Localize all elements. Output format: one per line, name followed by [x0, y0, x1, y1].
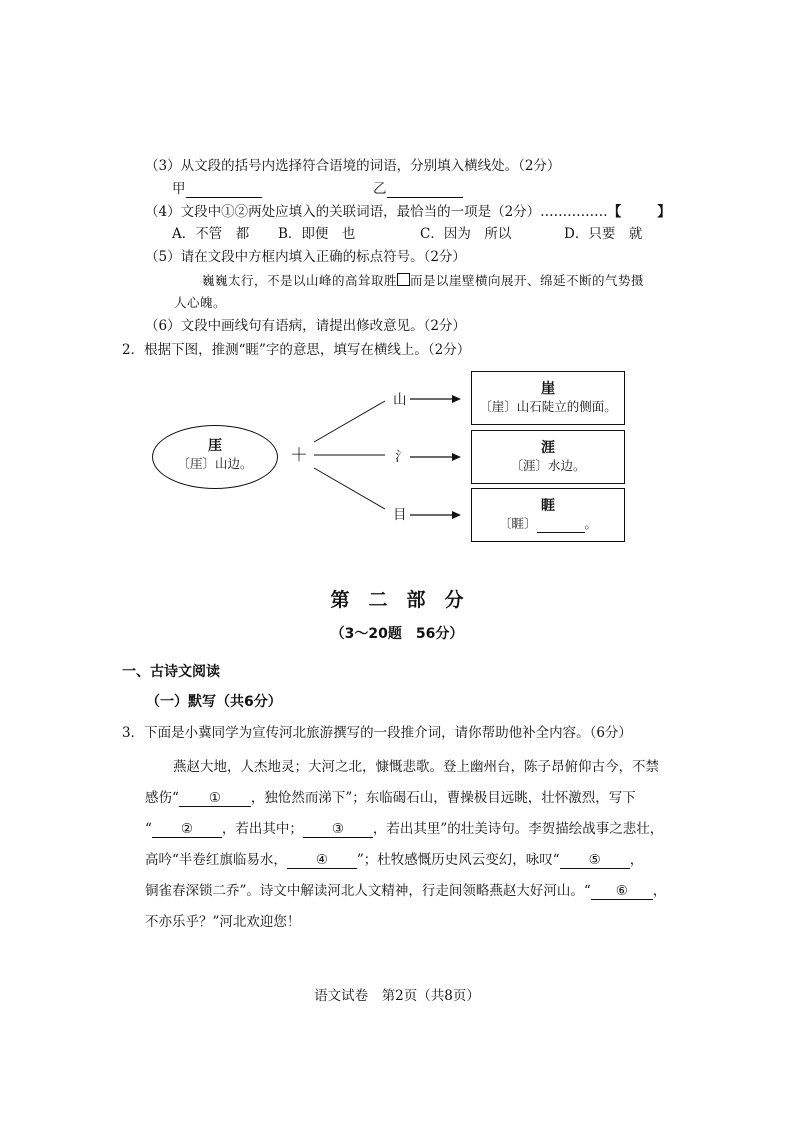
arrowhead-top	[452, 395, 461, 403]
q5-quote-line2: 人心魄。	[174, 295, 227, 310]
box-shore-char: 涯	[541, 440, 555, 456]
box-cliff-char: 崖	[541, 381, 555, 397]
q3-answer-row	[172, 179, 262, 199]
passage-5a: 铜雀春深锁二乔”。诗文中解读河北人文精神，行走间领略燕赵大好河山。“	[145, 883, 591, 899]
box-eye-corner-def-prefix: 〔睚〕	[498, 516, 537, 531]
passage-2b: ，独怆然而涕下”；东临碣石山，曹操极目远眺，壮怀激烈，写下	[250, 790, 636, 806]
plus-sign: ＋	[290, 445, 308, 466]
passage-4a: 高吟“半卷红旗临易水，	[145, 852, 287, 868]
q3-label-b: 乙	[373, 181, 387, 197]
passage-2a: 感伤“	[145, 790, 179, 806]
passage-line-1: 燕赵大地，人杰地灵；大河之北，慷慨悲歌。登上幽州台，陈子昂俯仰古今，不禁	[173, 759, 659, 775]
branch-line-bottom	[314, 468, 385, 509]
q4-question: （4）文段中①②两处应填入的关联词语，最恰当的一项是（2分）……………	[145, 204, 608, 220]
blank-4[interactable]: ④	[287, 852, 357, 869]
q3-label-a: 甲	[172, 181, 186, 197]
q3-blank-a[interactable]	[186, 181, 262, 198]
eye-corner-answer-blank[interactable]	[537, 516, 585, 533]
center-character-ellipse	[152, 425, 278, 489]
question2-text: 2．根据下图，推测“睚”字的意思，填写在横线上。（2分）	[122, 342, 471, 358]
passage-3b: ，若出其中；	[221, 821, 303, 837]
q5-text: （5）请在文段中方框内填入正确的标点符号。（2分）	[145, 249, 466, 265]
q4-option-b[interactable]: B．即便 也	[278, 226, 356, 242]
passage-line-2	[145, 783, 675, 814]
blank-2[interactable]: ②	[152, 821, 222, 838]
box-shore	[471, 430, 625, 484]
box-eye-corner-def-suffix: 。	[584, 516, 598, 531]
arrowhead-middle	[452, 453, 461, 461]
radical-mountain: 山	[393, 392, 407, 408]
page-footer: 语文试卷 第2页（共8页）	[314, 988, 480, 1004]
part2-subtitle: （3～20题 56分）	[330, 626, 464, 642]
radical-eye: 目	[393, 507, 407, 523]
passage-line-5	[145, 876, 675, 907]
box-shore-def: 〔涯〕水边。	[510, 458, 586, 473]
branch-line-top	[314, 401, 385, 442]
q4-bracket-right: 】	[657, 204, 671, 220]
q4-option-a[interactable]: A．不管 都	[172, 226, 250, 242]
box-cliff-def: 〔崖〕山石陡立的侧面。	[479, 399, 617, 414]
q3-blank-b[interactable]	[387, 181, 463, 198]
q4-bracket-left: 【	[607, 204, 622, 220]
blank-5[interactable]: ⑤	[560, 852, 630, 869]
q4-text	[145, 202, 671, 222]
question3-text: 3．下面是小冀同学为宣传河北旅游撰写的一段推介词，请你帮助他补全内容。（6分）	[122, 725, 632, 741]
box-eye-corner-char: 睚	[541, 498, 555, 514]
section1-heading: 一、古诗文阅读	[122, 664, 220, 680]
passage-line-6: 不亦乐乎？”河北欢迎您！	[145, 914, 301, 930]
section1-subheading: （一）默写（共6分）	[146, 694, 282, 710]
passage-4c: ，	[629, 852, 644, 868]
blank-1[interactable]: ①	[179, 790, 251, 807]
passage-line-3	[145, 814, 675, 845]
passage-4b: ”；杜牧感慨历史风云变幻，咏叹“	[356, 852, 560, 868]
blank-3[interactable]: ③	[303, 821, 373, 838]
box-cliff	[471, 371, 625, 425]
q3-answer-row-b	[373, 179, 463, 199]
q5-punctuation-box[interactable]	[397, 273, 410, 286]
radical-water: 氵	[395, 449, 409, 465]
box-eye-corner-def	[472, 515, 624, 533]
part2-title: 第 二 部 分	[330, 589, 464, 611]
q5-quote-before: 巍巍太行，不是以山峰的高耸取胜	[202, 273, 398, 288]
passage-5b: ，	[652, 883, 667, 899]
q4-answer-slot[interactable]	[621, 202, 657, 222]
arrowhead-bottom	[452, 511, 461, 519]
q5-quote-line1	[202, 271, 644, 291]
q4-option-d[interactable]: D．只要 就	[564, 226, 643, 242]
q5-quote-after: 而是以崖壁横向展开、绵延不断的气势摄	[410, 273, 645, 288]
q4-option-c[interactable]: C．因为 所以	[420, 226, 512, 242]
blank-6[interactable]: ⑥	[591, 883, 653, 900]
passage-3a: “	[145, 821, 152, 837]
center-character: 厓	[208, 438, 222, 454]
center-definition: 〔厓〕山边。	[177, 456, 253, 471]
q3-text: （3）从文段的括号内选择符合语境的词语，分别填入横线处。（2分）	[145, 158, 561, 174]
passage-line-4	[145, 845, 675, 876]
q6-text: （6）文段中画线句有语病，请提出修改意见。（2分）	[145, 318, 466, 334]
question3-passage	[145, 752, 675, 938]
passage-3c: ，若出其里”的壮美诗句。李贺描绘战事之悲壮，	[372, 821, 664, 837]
box-eye-corner	[471, 488, 625, 542]
